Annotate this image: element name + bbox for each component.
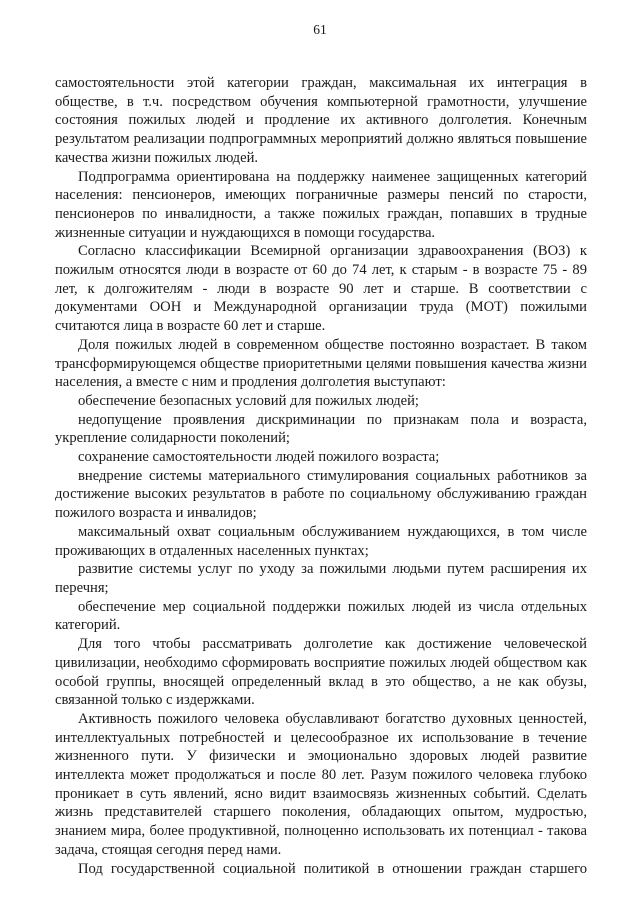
paragraph-who-classification: Согласно классификации Всемирной организации здравоохранения (ВОЗ) к пожилым относятся люди в возрасте от 60 до 74 лет, к старым - в возрасте 75 - 89 лет, к долгожителям - люди в возрасте 90 лет и старше. В соответствии с документами ООН и Международной организации труда (МОТ) пожилыми считаются лица в возрасте 60 лет и старше. (55, 243, 587, 335)
page-number: 61 (313, 22, 327, 37)
paragraph-continuation: самостоятельности этой категории граждан, максимальная их интеграция в обществе, в т.ч. посредством обучения компьютерной грамотности, улучшение состояния пожилых людей и продление их активного долголетия. Конечным результатом реализации подпрограммных мероприятий должно являться повышение качества жизни пожилых людей. (55, 75, 587, 166)
list-item: обеспечение безопасных условий для пожилых людей; (78, 392, 419, 409)
body-text (55, 74, 587, 878)
list-item: обеспечение мер социальной поддержки пожилых людей из числа отдельных категорий. (55, 598, 587, 634)
paragraph-program-focus: Подпрограмма ориентирована на поддержку наименее защищенных категорий населения: пенсионеров, имеющих пограничные размеры пенсий по старости, пенсионеров по инвалидности, а также пожилых граждан, попавших в трудные жизненные ситуации и нуждающихся в помощи государства. (55, 168, 587, 241)
list-item: недопущение проявления дискриминации по признакам пола и возраста, укрепление солидарности поколений; (55, 411, 587, 447)
paragraph-priority-goals: Доля пожилых людей в современном обществе постоянно возрастает. В таком трансформирующемся обществе приоритетными целями повышения качества жизни населения, а вместе с ним и продления долголетия выступают: (55, 336, 587, 391)
paragraph-state-policy: Под государственной социальной политикой в отношении граждан старшего (78, 860, 587, 877)
list-item: внедрение системы материального стимулирования социальных работников за достижение высоких результатов в работе по социальному обслуживанию граждан пожилого возраста и инвалидов; (55, 467, 587, 522)
paragraph-longevity: Для того чтобы рассматривать долголетие как достижение человеческой цивилизации, необходимо сформировать восприятие пожилых людей обществом как особой группы, вносящей определенный вклад в это общество, а не как обузы, связанной только с издержками. (55, 636, 587, 709)
paragraph-activity: Активность пожилого человека обуславливают богатство духовных ценностей, интеллектуальных потребностей и целесообразное их использование в течение жизненного пути. У физически и эмоционально здоровых людей развитие интеллекта может продолжаться и после 80 лет. Разум пожилого человека глубоко проникает в суть явлений, ясно видит взаимосвязь жизненных событий. Сделать жизнь представителей старшего поколения, обладающих опытом, мудростью, знанием мира, более продуктивной, полноценно использовать их потенциал - такова задача, стоящая сегодня перед нами. (55, 710, 587, 858)
list-item: развитие системы услуг по уходу за пожилыми людьми путем расширения их перечня; (55, 561, 587, 596)
list-item: сохранение самостоятельности людей пожилого возраста; (78, 449, 440, 466)
list-item: максимальный охват социальным обслуживанием нуждающихся, в том числе проживающих в отдаленных населенных пунктах; (55, 523, 587, 559)
